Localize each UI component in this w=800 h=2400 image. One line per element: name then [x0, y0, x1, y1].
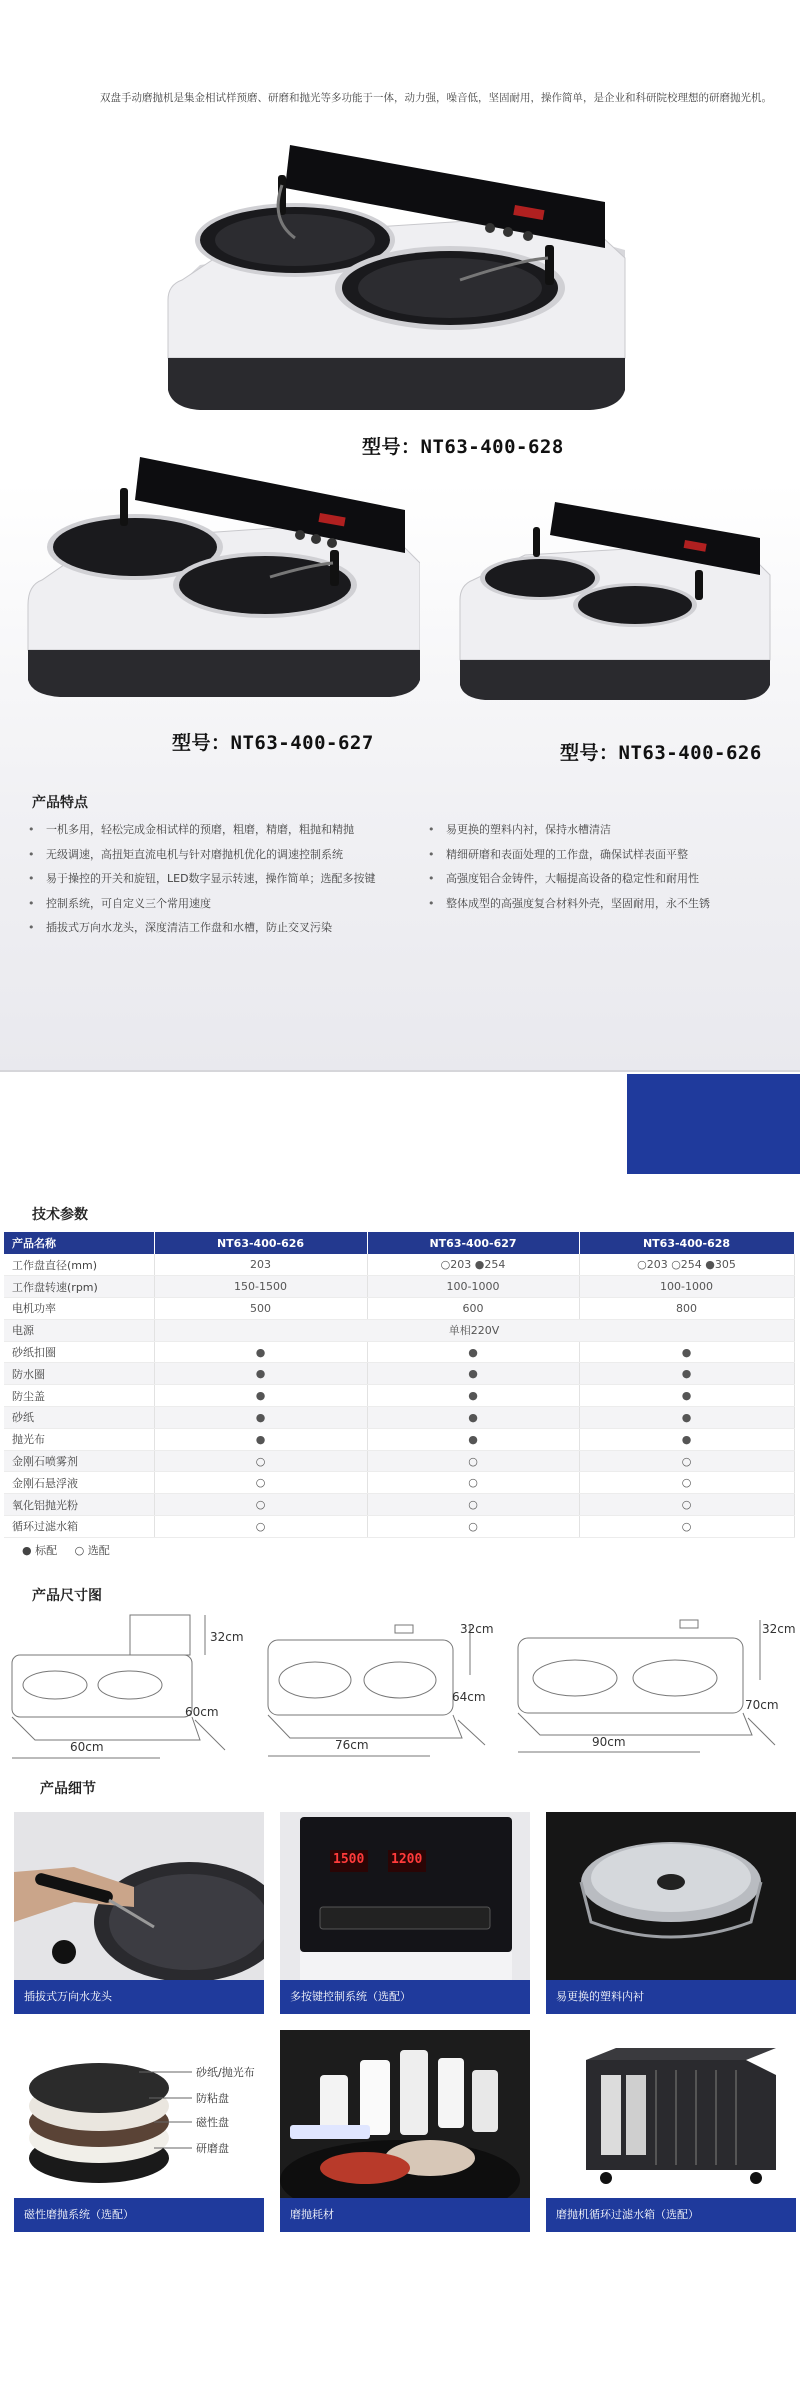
header-cell: NT63-400-627 — [367, 1232, 579, 1254]
spec-value: ● — [367, 1341, 579, 1363]
specs-table — [4, 1232, 795, 1538]
spec-value: ○ — [154, 1472, 367, 1494]
specs-header-row — [4, 1232, 794, 1254]
spec-value: ● — [154, 1363, 367, 1385]
specs-row — [4, 1298, 794, 1320]
specs-body — [4, 1254, 794, 1537]
spec-label: 电源 — [4, 1319, 154, 1341]
spec-value: ● — [367, 1363, 579, 1385]
spec-value: 100-1000 — [579, 1276, 794, 1298]
caption-water-tank: 磨抛机循环过滤水箱（选配） — [546, 2198, 796, 2232]
spec-value: ○ — [579, 1494, 794, 1516]
specs-row — [4, 1494, 794, 1516]
magnetic-system-photo — [14, 2030, 264, 2198]
caption-control-panel: 多按键控制系统（选配） — [280, 1980, 530, 2014]
feature-item: • 一机多用，轻松完成金相试样的预磨，粗磨，精磨，粗抛和精抛 — [28, 818, 398, 843]
magnetic-label-grinding: 研磨盘 — [196, 2142, 229, 2155]
spec-value: 150-1500 — [154, 1276, 367, 1298]
spec-value: ● — [154, 1407, 367, 1429]
spec-label: 电机功率 — [4, 1298, 154, 1320]
specs-title: 技术参数 — [32, 1207, 88, 1223]
specs-row — [4, 1341, 794, 1363]
liner-photo — [546, 1812, 796, 1980]
dim1-depth: 60cm — [185, 1705, 219, 1719]
feature-item: • 整体成型的高强度复合材料外壳，坚固耐用，永不生锈 — [428, 892, 798, 917]
spec-value: ○ — [154, 1516, 367, 1538]
spec-value: ○ — [579, 1516, 794, 1538]
spec-value: ○ — [367, 1516, 579, 1538]
features-title: 产品特点 — [32, 795, 88, 811]
spec-label: 防尘盖 — [4, 1385, 154, 1407]
spec-label: 砂纸扣圈 — [4, 1341, 154, 1363]
caption-liner: 易更换的塑料内衬 — [546, 1980, 796, 2014]
spec-value: ○ — [367, 1450, 579, 1472]
spec-label: 氧化铝抛光粉 — [4, 1494, 154, 1516]
header-cell: 产品名称 — [4, 1232, 154, 1254]
spec-value: ● — [154, 1341, 367, 1363]
specs-row — [4, 1385, 794, 1407]
spec-label: 防水圈 — [4, 1363, 154, 1385]
consumables-photo — [280, 2030, 530, 2198]
magnetic-label-paper: 砂纸/抛光布 — [196, 2066, 255, 2079]
feature-item: • 易更换的塑料内衬，保持水槽清洁 — [428, 818, 798, 843]
spec-value: ○ — [579, 1450, 794, 1472]
caption-consumables: 磨抛耗材 — [280, 2198, 530, 2232]
dim3-width: 90cm — [592, 1735, 626, 1749]
model-label-627: 型号：NT63-400-627 — [172, 732, 374, 754]
decorative-blue-block — [627, 1074, 800, 1174]
water-tank-photo — [546, 2030, 796, 2198]
details-title: 产品细节 — [40, 1781, 96, 1797]
dimensions-title: 产品尺寸图 — [32, 1588, 102, 1604]
feature-item: • 无级调速，高扭矩直流电机与针对磨抛机优化的调速控制系统 — [28, 843, 398, 868]
spec-value: ○ — [367, 1494, 579, 1516]
spec-value: ● — [154, 1385, 367, 1407]
specs-row — [4, 1276, 794, 1298]
dimension-drawings — [0, 1600, 800, 1780]
spec-value: ● — [579, 1385, 794, 1407]
header-cell: NT63-400-626 — [154, 1232, 367, 1254]
feature-item: • 插拔式万向水龙头，深度清洁工作盘和水槽，防止交叉污染 — [28, 916, 398, 941]
dim3-depth: 70cm — [745, 1698, 779, 1712]
rpm-display-2: 1200 — [391, 1852, 423, 1867]
legend-optional: ○ 选配 — [74, 1544, 110, 1557]
spec-label: 抛光布 — [4, 1428, 154, 1450]
feature-item-continued: • 控制系统，可自定义三个常用速度 — [28, 892, 398, 917]
dim1-width: 60cm — [70, 1740, 104, 1754]
spec-value: 100-1000 — [367, 1276, 579, 1298]
machine-627-image — [20, 455, 420, 715]
header-cell: NT63-400-628 — [579, 1232, 794, 1254]
spec-label: 金刚石悬浮液 — [4, 1472, 154, 1494]
machine-628-image — [160, 140, 630, 430]
caption-magnetic: 磁性磨抛系统（选配） — [14, 2198, 264, 2232]
feature-item: • 精细研磨和表面处理的工作盘，确保试样表面平整 — [428, 843, 798, 868]
specs-row — [4, 1428, 794, 1450]
section-divider — [0, 1070, 800, 1072]
spec-value: ● — [579, 1341, 794, 1363]
spec-label: 砂纸 — [4, 1407, 154, 1429]
spec-value: ○203 ○254 ●305 — [579, 1254, 794, 1276]
spec-value-shared: 单相220V — [154, 1319, 794, 1341]
spec-value: ○ — [367, 1472, 579, 1494]
intro-text: 双盘手动磨抛机是集金相试样预磨、研磨和抛光等多功能于一体，动力强，噪音低，坚固耐用，操作简单，是企业和科研院校理想的研磨抛光机。 — [100, 92, 772, 104]
features-list-left — [28, 818, 398, 941]
spec-value: ● — [154, 1428, 367, 1450]
spec-value: 600 — [367, 1298, 579, 1320]
control-panel-photo — [280, 1812, 530, 1980]
rpm-display-1: 1500 — [333, 1852, 365, 1867]
dim2-depth: 64cm — [452, 1690, 486, 1704]
dim2-height: 32cm — [460, 1622, 494, 1636]
spec-label: 工作盘直径(mm) — [4, 1254, 154, 1276]
spec-label: 工作盘转速(rpm) — [4, 1276, 154, 1298]
caption-faucet: 插拔式万向水龙头 — [14, 1980, 264, 2014]
specs-row — [4, 1450, 794, 1472]
specs-row — [4, 1516, 794, 1538]
magnetic-label-antistick: 防粘盘 — [196, 2092, 229, 2105]
feature-item: • 高强度铝合金铸件，大幅提高设备的稳定性和耐用性 — [428, 867, 798, 892]
spec-value: ● — [367, 1385, 579, 1407]
spec-value: ● — [579, 1363, 794, 1385]
spec-value: ● — [367, 1428, 579, 1450]
specs-row — [4, 1407, 794, 1429]
spec-value: ○ — [154, 1494, 367, 1516]
spec-value: 203 — [154, 1254, 367, 1276]
spec-value: ○ — [154, 1450, 367, 1472]
dim1-height: 32cm — [210, 1630, 244, 1644]
spec-value: ○203 ●254 — [367, 1254, 579, 1276]
faucet-photo — [14, 1812, 264, 1980]
dim2-width: 76cm — [335, 1738, 369, 1752]
spec-value: ○ — [579, 1472, 794, 1494]
spec-value: 800 — [579, 1298, 794, 1320]
specs-legend — [22, 1542, 124, 1558]
spec-value: ● — [579, 1407, 794, 1429]
spec-label: 金刚石喷雾剂 — [4, 1450, 154, 1472]
specs-row — [4, 1254, 794, 1276]
dim3-height: 32cm — [762, 1622, 796, 1636]
legend-standard: ● 标配 — [22, 1544, 58, 1557]
spec-label: 循环过滤水箱 — [4, 1516, 154, 1538]
magnetic-label-magnet: 磁性盘 — [196, 2116, 229, 2129]
specs-row — [4, 1319, 794, 1341]
model-label-628: 型号：NT63-400-628 — [362, 436, 564, 458]
model-label-626: 型号：NT63-400-626 — [560, 742, 762, 764]
specs-row — [4, 1363, 794, 1385]
machine-626-image — [455, 500, 775, 720]
feature-item: • 易于操控的开关和旋钮，LED数字显示转速，操作简单；选配多按键 — [28, 867, 398, 892]
spec-value: ● — [367, 1407, 579, 1429]
features-list-right — [428, 818, 798, 916]
specs-row — [4, 1472, 794, 1494]
spec-value: ● — [579, 1428, 794, 1450]
spec-value: 500 — [154, 1298, 367, 1320]
